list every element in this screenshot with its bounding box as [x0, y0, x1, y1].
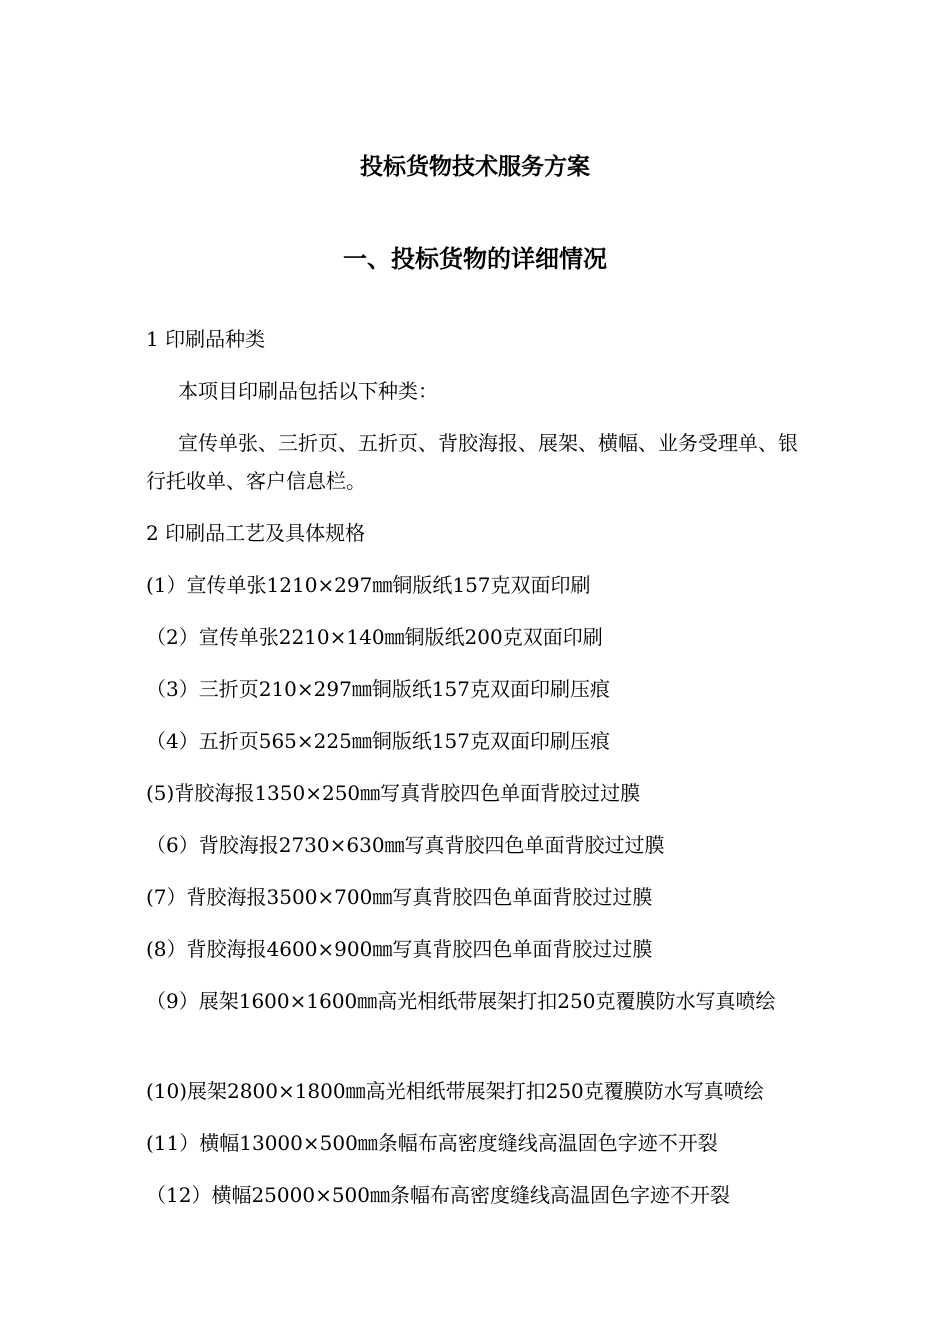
spec-item-9: （9）展架1600×1600㎜高光相纸带展架打扣250克覆膜防水写真喷绘	[146, 989, 776, 1013]
section-heading: 一、投标货物的详细情况	[343, 244, 607, 273]
spec-item-12: （12）横幅25000×500㎜条幅布高密度缝线高温固色字迹不开裂	[146, 1183, 731, 1207]
spec-item-2: （2）宣传单张2210×140㎜铜版纸200克双面印刷	[146, 625, 603, 649]
document-title: 投标货物技术服务方案	[360, 153, 590, 180]
spec-item-10: (10)展架2800×1800㎜高光相纸带展架打扣250克覆膜防水写真喷绘	[146, 1079, 764, 1103]
print-types-paragraph: 宣传单张、三折页、五折页、背胶海报、展架、横幅、业务受理单、银行托收单、客户信息栏。	[146, 431, 798, 493]
spec-item-5: (5)背胶海报1350×250㎜写真背胶四色单面背胶过过膜	[146, 781, 641, 805]
spec-item-11: (11）横幅13000×500㎜条幅布高密度缝线高温固色字迹不开裂	[146, 1131, 718, 1155]
spec-item-1: (1）宣传单张1210×297㎜铜版纸157克双面印刷	[146, 573, 591, 597]
spec-item-6: （6）背胶海报2730×630㎜写真背胶四色单面背胶过过膜	[146, 833, 665, 857]
subsection-1-heading: 1 印刷品种类	[146, 327, 266, 351]
spec-item-8: (8）背胶海报4600×900㎜写真背胶四色单面背胶过过膜	[146, 937, 653, 961]
spec-item-4: （4）五折页565×225㎜铜版纸157克双面印刷压痕	[146, 729, 611, 753]
spec-item-3: （3）三折页210×297㎜铜版纸157克双面印刷压痕	[146, 677, 611, 701]
spec-item-7: (7）背胶海报3500×700㎜写真背胶四色单面背胶过过膜	[146, 885, 653, 909]
subsection-2-heading: 2 印刷品工艺及具体规格	[146, 521, 366, 545]
subsection-1-intro: 本项目印刷品包括以下种类：	[178, 379, 438, 403]
